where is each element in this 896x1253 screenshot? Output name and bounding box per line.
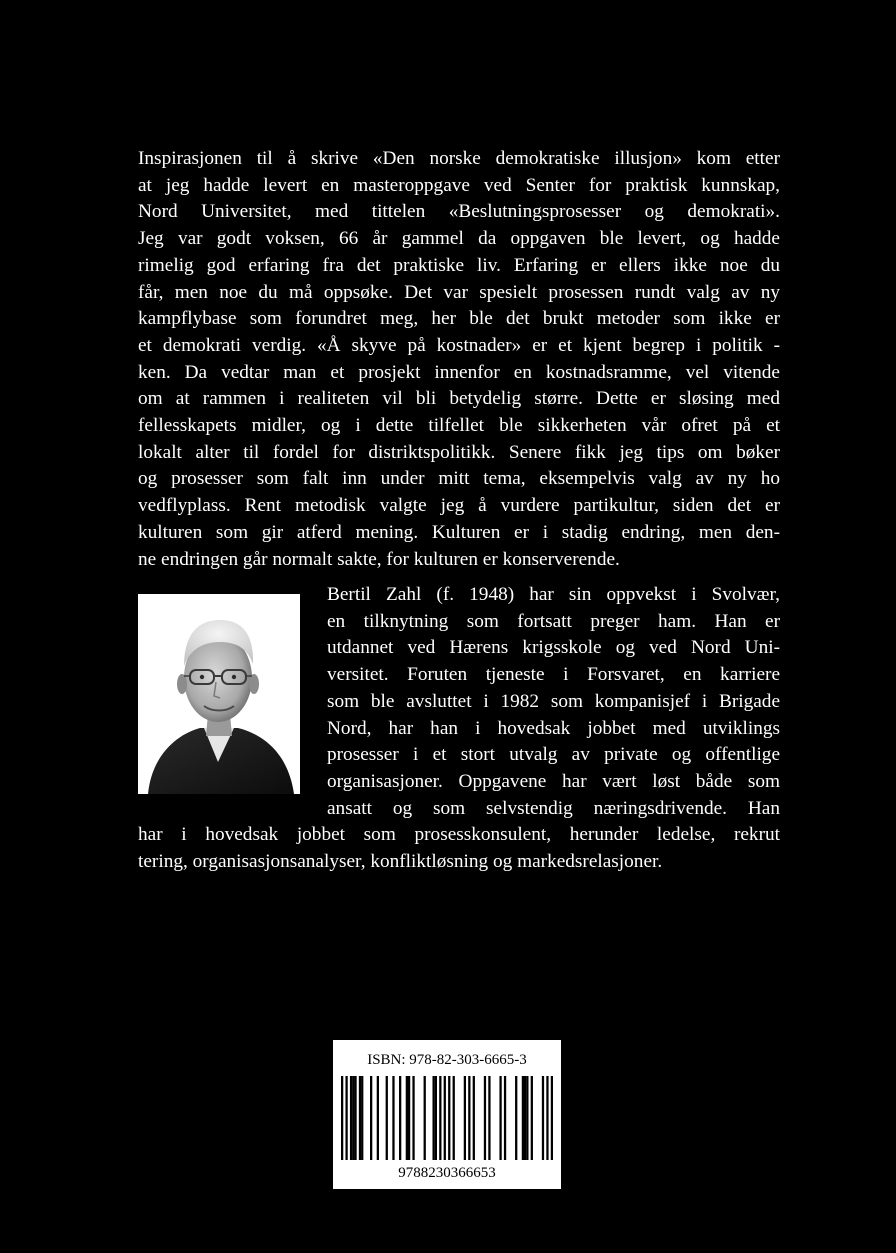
barcode-bar bbox=[546, 1076, 548, 1160]
bio-line: versitet. Foruten tjeneste i Forsvaret, en karriere bbox=[327, 664, 780, 686]
bio-line: prosesser i et stort utvalg av private og offentlige bbox=[327, 744, 780, 766]
blurb-line: om at rammen i realiteten vil bli betydelig større. Dette er sløsing med bbox=[138, 388, 780, 410]
blurb-line: og prosesser som falt inn under mitt tema, eksempelvis valg av ny ho bbox=[138, 468, 780, 490]
blurb-line: ken. Da vedtar man et prosjekt innenfor en kostnadsramme, vel vitende bbox=[138, 361, 780, 383]
blurb-line: ne endringen går normalt sakte, for kulturen er konserverende. bbox=[138, 548, 620, 570]
barcode-bar bbox=[484, 1076, 486, 1160]
isbn-label: ISBN: 978-82-303-6665-3 bbox=[367, 1052, 527, 1068]
blurb-line: kampflybase som forundret meg, her ble det brukt metoder som ikke er bbox=[138, 308, 780, 330]
barcode-bar bbox=[345, 1076, 347, 1160]
blurb-line: at jeg hadde levert en masteroppgave ved Senter for praktisk kunnskap, bbox=[138, 174, 780, 196]
blurb-line: lokalt alter til fordel for distriktspolitikk. Senere fikk jeg tips om bøker bbox=[138, 441, 780, 463]
blurb-line: fellesskapets midler, og i dette tilfellet ble sikkerheten vår ofret på et bbox=[138, 415, 780, 437]
author-portrait-image bbox=[138, 594, 300, 794]
barcode-bar bbox=[370, 1076, 372, 1160]
blurb-line: kulturen som gir atferd mening. Kulturen er i stadig endring, men den- bbox=[138, 521, 780, 543]
barcode-bar bbox=[464, 1076, 466, 1160]
barcode-bar bbox=[341, 1076, 343, 1160]
blurb-line: får, men noe du må oppsøke. Det var spesielt prosessen rundt valg av ny bbox=[138, 281, 780, 303]
barcode-bar bbox=[531, 1076, 533, 1160]
isbn-barcode-block bbox=[333, 1040, 561, 1189]
barcode-bar bbox=[424, 1076, 426, 1160]
barcode-bar bbox=[377, 1076, 379, 1160]
bio-line: organisasjoner. Oppgavene har vært løst både som bbox=[327, 770, 780, 792]
blurb-line: vedflyplass. Rent metodisk valgte jeg å vurdere partikultur, siden det er bbox=[138, 495, 780, 517]
barcode-bar bbox=[515, 1076, 517, 1160]
blurb-line: rimelig god erfaring fra det praktiske liv. Erfaring er ellers ikke noe du bbox=[138, 254, 780, 276]
barcode-bar bbox=[522, 1076, 524, 1160]
blurb-line: Jeg var godt voksen, 66 år gammel da oppgaven ble levert, og hadde bbox=[138, 228, 780, 250]
barcode-bar bbox=[448, 1076, 450, 1160]
barcode-bar bbox=[386, 1076, 388, 1160]
author-photo bbox=[138, 594, 300, 794]
barcode-bar bbox=[439, 1076, 441, 1160]
barcode-bar bbox=[359, 1076, 361, 1160]
barcode-bar bbox=[399, 1076, 401, 1160]
barcode-bar bbox=[526, 1076, 528, 1160]
barcode-bar bbox=[432, 1076, 434, 1160]
back-cover-blurb bbox=[138, 146, 780, 573]
bio-line: som ble avsluttet i 1982 som kompanisjef i Brigade bbox=[327, 690, 780, 712]
barcode-bar bbox=[350, 1076, 352, 1160]
barcode-bar bbox=[504, 1076, 506, 1160]
barcode-bar bbox=[488, 1076, 490, 1160]
barcode-bar bbox=[542, 1076, 544, 1160]
barcode-bar bbox=[468, 1076, 470, 1160]
barcode-bar bbox=[473, 1076, 475, 1160]
blurb-line: et demokrati verdig. «Å skyve på kostnader» er et kjent begrep i politik - bbox=[138, 334, 780, 356]
author-bio-side bbox=[327, 582, 780, 822]
barcode-bar bbox=[524, 1076, 526, 1160]
blurb-line: Inspirasjonen til å skrive «Den norske demokratiske illusjon» kom etter bbox=[138, 148, 780, 169]
barcode-bar bbox=[453, 1076, 455, 1160]
bio-line: Bertil Zahl (f. 1948) har sin oppvekst i Svolvær, bbox=[327, 584, 780, 605]
barcode-bar bbox=[551, 1076, 553, 1160]
bio-line: har i hovedsak jobbet som prosesskonsulent, herunder ledelse, rekrut bbox=[138, 824, 780, 845]
bio-line: tering, organisasjonsanalyser, konfliktløsning og markedsrelasjoner. bbox=[138, 850, 663, 872]
barcode-digits: 9788230366653 bbox=[398, 1165, 496, 1181]
bio-line: utdannet ved Hærens krigsskole og ved Nord Uni- bbox=[327, 637, 780, 659]
barcode-bar bbox=[406, 1076, 408, 1160]
barcode-image bbox=[341, 1076, 553, 1160]
bio-line: en tilknytning som fortsatt preger ham. Han er bbox=[327, 610, 780, 632]
barcode-bar bbox=[354, 1076, 356, 1160]
barcode-bar bbox=[499, 1076, 501, 1160]
barcode-bar bbox=[361, 1076, 363, 1160]
bio-line: ansatt og som selvstendig næringsdrivende. Han bbox=[327, 797, 780, 819]
barcode-bar bbox=[444, 1076, 446, 1160]
barcode-bar bbox=[412, 1076, 414, 1160]
barcode-bar bbox=[435, 1076, 437, 1160]
barcode-bar bbox=[352, 1076, 354, 1160]
bio-line: Nord, har han i hovedsak jobbet med utviklings bbox=[327, 717, 780, 739]
barcode-bar bbox=[392, 1076, 394, 1160]
barcode-bar bbox=[408, 1076, 410, 1160]
blurb-line: Nord Universitet, med tittelen «Beslutningsprosesser og demokrati». bbox=[138, 201, 780, 223]
author-bio-continued bbox=[138, 822, 780, 875]
